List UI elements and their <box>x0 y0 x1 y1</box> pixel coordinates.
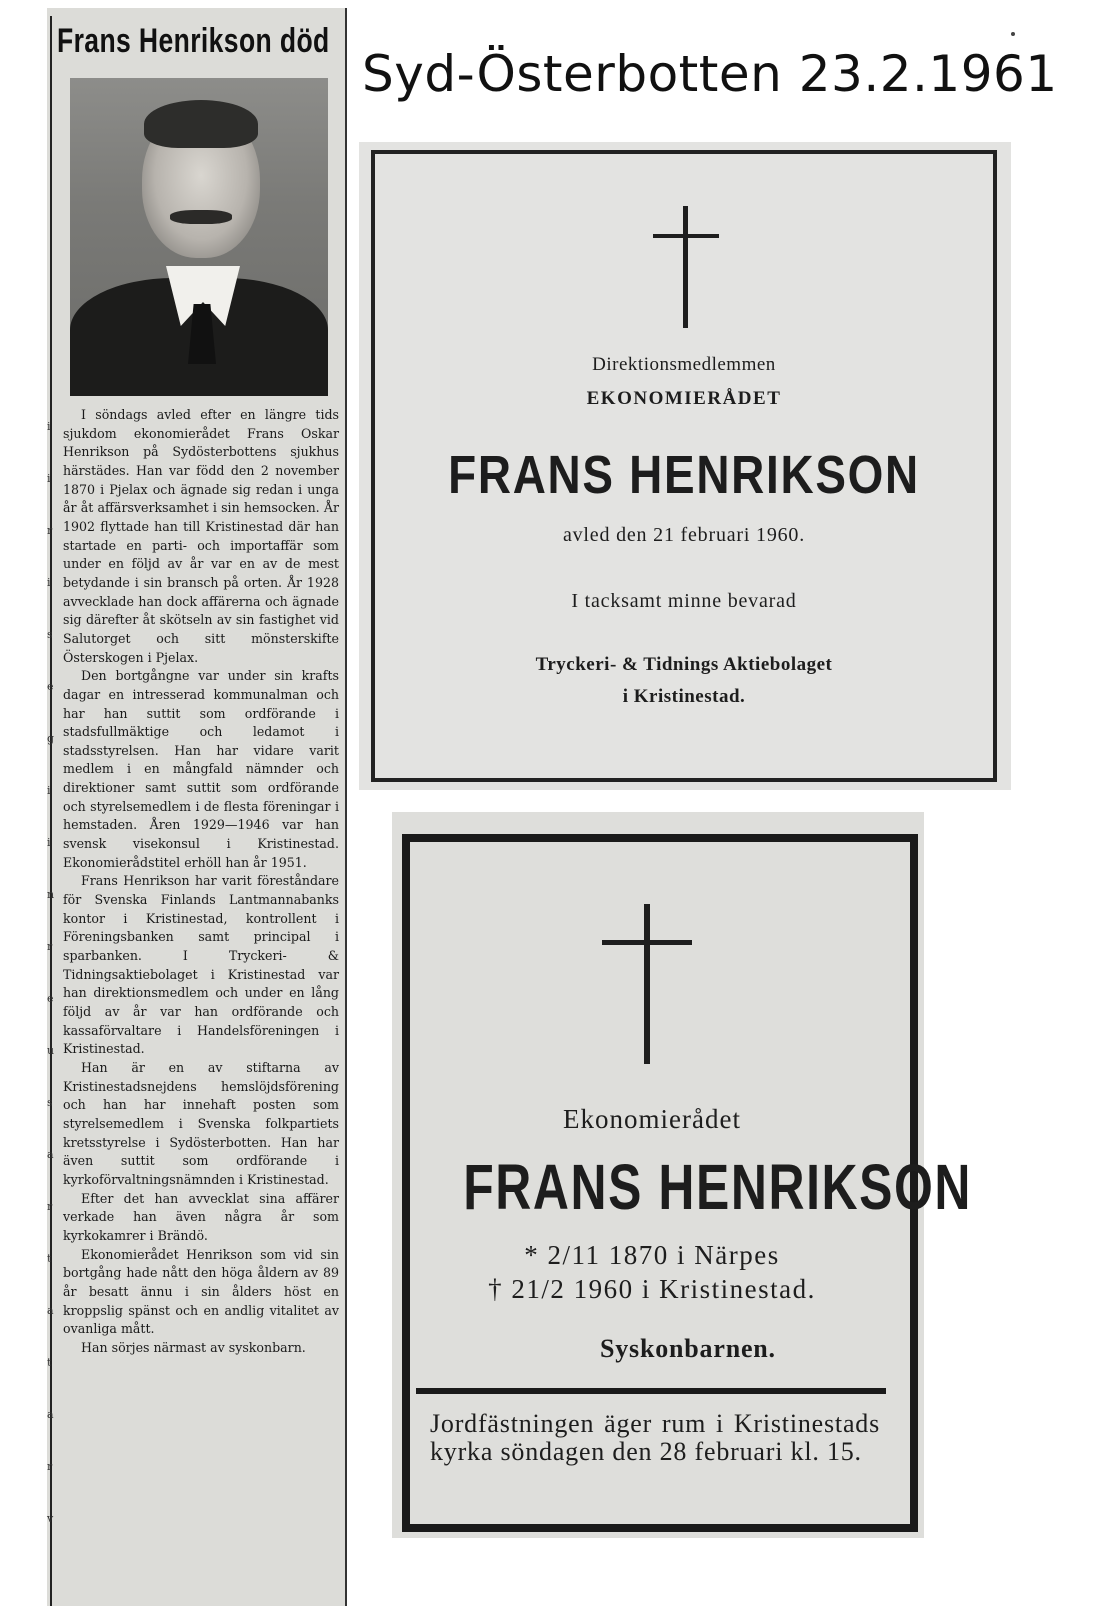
signature: Syskonbarnen. <box>600 1334 776 1363</box>
margin-letter: a <box>47 1148 54 1161</box>
death-date: † 21/2 1960 i Kristinestad. <box>488 1274 816 1304</box>
margin-letter: u <box>47 1044 55 1057</box>
notice-border <box>371 150 997 782</box>
article-paragraph: Han är en av stiftarna av Kristinestadsnejdens hemslöjdsförening och han har innehaft posten som styrelsemedlem i Svenska folkpartiets kretsstyrelse i Sydösterbotten. Han har även suttit som ordförande i kyrkoförvaltningsnämnden i Kristinestad. <box>63 1059 339 1187</box>
margin-letter: s <box>47 1096 53 1109</box>
article-paragraph: Ekonomierådet Henrikson som vid sin bortgång hade nått den höga åldern av 89 år besatt ännu i sin ålders höst en kroppslig spänst och en andlig vitalitet av ovanliga mått. <box>63 1246 339 1337</box>
birth-date: * 2/11 1870 i Närpes <box>524 1240 780 1270</box>
margin-letter: i <box>47 420 51 433</box>
notice-title: EKONOMIERÅDET <box>586 388 782 409</box>
article-paragraph: Frans Henrikson har varit föreståndare för Svenska Finlands Lantmannabanks kontor i Kristinestad, kontrollent i Föreningsbanken samt principal i sparbanken. I Tryckeri- & Tidningsaktiebolaget i Kristinestad var han direktionsmedlem och under en lång följd av år var han ordförande och kassaförvaltare i Handelsföreningen i Kristinestad. <box>63 873 339 1057</box>
organization-name: Tryckeri- & Tidnings Aktiebolaget <box>535 654 833 675</box>
margin-letter: i <box>47 576 51 589</box>
margin-letter: n <box>47 888 55 901</box>
deceased-name: FRANS HENRIKSON <box>463 1151 972 1223</box>
obituary-article <box>47 8 353 1606</box>
article-body <box>63 406 339 1357</box>
divider <box>416 1388 886 1394</box>
margin-letter: r <box>47 1200 53 1213</box>
notice-role: Direktionsmedlemmen <box>592 354 776 375</box>
margin-letter: i <box>47 784 51 797</box>
cross-icon <box>653 206 719 328</box>
margin-letter: r <box>47 1460 53 1473</box>
funeral-info: Jordfästningen äger rum i Kristinestads kyrka söndagen den 28 februari kl. 15. <box>430 1409 880 1466</box>
page-heading: Syd-Österbotten 23.2.1961 <box>362 45 1058 103</box>
margin-letter: r <box>47 524 53 537</box>
memorial-line: I tacksamt minne bevarad <box>571 590 797 612</box>
article-paragraph: Den bortgångne var under sin krafts dagar en intresserad kommunalman och har han suttit som ordförande i stadsfullmäktige och ledamot i stadsstyrelsen. Han har vidare varit medlem i en mångfald nämnder och direktioner samt suttit som ordförande och styrelsemedlem i de flesta föreningar i hemstaden. Åren 1929—1946 var han svensk visekonsul i Kristinestad. Ekonomierådstitel erhöll han år 1951. <box>63 668 339 870</box>
death-notice-family <box>392 812 972 1538</box>
notice-title: Ekonomierådet <box>563 1104 741 1134</box>
portrait-photo <box>70 78 328 396</box>
margin-letter: t <box>47 1356 52 1369</box>
margin-letter: e <box>47 680 54 693</box>
margin-letter: i <box>47 472 51 485</box>
margin-letter: r <box>47 940 53 953</box>
margin-letter: t <box>47 1252 52 1265</box>
margin-letter: v <box>47 1512 54 1525</box>
margin-letter: e <box>47 992 54 1005</box>
article-paragraph: I söndags avled efter en längre tids sjukdom ekonomierådet Frans Oskar Henrikson på Sydösterbottens sjukhus härstädes. Han var född den 2 november 1870 i Pjelax och ägnade sig redan i unga år åt affärsverksamhet i sin hemsocken. År 1902 flyttade han till Kristinestad där han startade en parti- och importaffär som under en följd av år var en av de mest betydande i sin bransch på orten. År 1928 avvecklade han dock affärerna och ägnade sig därefter åt skötseln av sin fastighet vid Salutorget och sitt mönsterskifte Österskogen i Pjelax. <box>63 407 339 665</box>
article-paragraph: Efter det han avvecklat sina affärer verkade han även några år som kyrkokamrer i Brändö. <box>63 1190 339 1243</box>
organization-location: i Kristinestad. <box>622 686 746 707</box>
deceased-name: FRANS HENRIKSON <box>448 445 920 505</box>
article-title: Frans Henrikson död <box>57 22 330 60</box>
margin-letter: s <box>47 628 53 641</box>
margin-letter: a <box>47 1304 54 1317</box>
death-date: avled den 21 februari 1960. <box>562 524 806 546</box>
margin-letter: g <box>47 732 55 745</box>
margin-letter: i <box>47 836 51 849</box>
death-notice-company <box>359 142 1011 790</box>
article-paragraph: Han sörjes närmast av syskonbarn. <box>81 1339 306 1355</box>
notice-border <box>402 834 972 1532</box>
margin-letter: a <box>47 1408 54 1421</box>
ink-dot <box>1011 32 1015 36</box>
cross-icon <box>602 904 692 1064</box>
adjacent-column-fragments <box>47 0 55 1606</box>
